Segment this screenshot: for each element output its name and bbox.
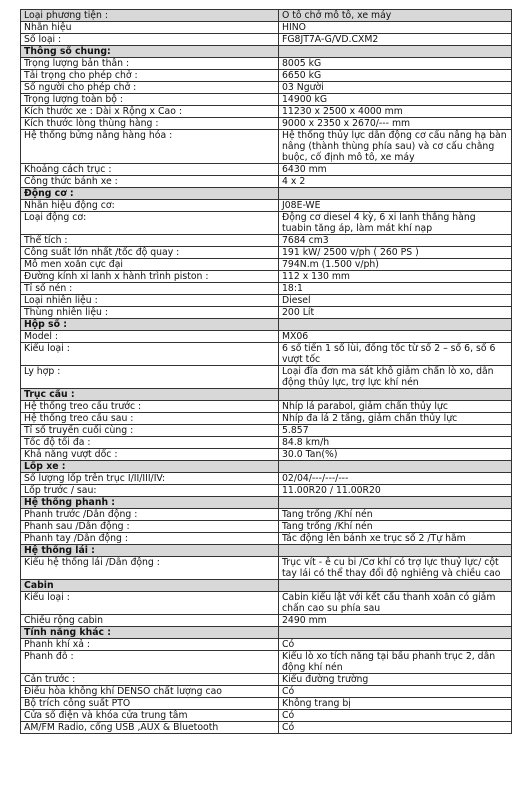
spec-label: Cửa số điện và khóa cửa trung tâm [21, 710, 279, 722]
spec-row [21, 473, 512, 485]
spec-value: 200 Lít [279, 307, 512, 319]
spec-value: HINO [279, 22, 512, 34]
spec-value: 6430 mm [279, 164, 512, 176]
section-blank-cell [279, 188, 512, 200]
spec-label: Nhãn hiệu động cơ: [21, 200, 279, 212]
spec-value: Không trang bị [279, 698, 512, 710]
spec-row [21, 343, 512, 366]
spec-value: FG8JT7A-G/VD.CXM2 [279, 34, 512, 46]
section-blank-cell [279, 497, 512, 509]
header-label: Loại phương tiện : [21, 10, 279, 22]
spec-label: Số lượng lốp trên trục I/II/III/IV: [21, 473, 279, 485]
section-title: Thông số chung: [21, 46, 279, 58]
spec-value: Có [279, 686, 512, 698]
header-row [21, 10, 512, 22]
spec-value: 11.00R20 / 11.00R20 [279, 485, 512, 497]
section-blank-cell [279, 627, 512, 639]
spec-value: Có [279, 639, 512, 651]
spec-label: Bộ trích công suất PTO [21, 698, 279, 710]
section-header [21, 188, 512, 200]
spec-value: 18:1 [279, 283, 512, 295]
spec-label: Tải trọng cho phép chở : [21, 70, 279, 82]
spec-value: 14900 kG [279, 94, 512, 106]
spec-label: Thùng nhiên liệu : [21, 307, 279, 319]
spec-label: Kiểu hệ thống lái /Dẫn động : [21, 557, 279, 580]
spec-row [21, 259, 512, 271]
spec-row [21, 615, 512, 627]
spec-label: Công suất lớn nhất /tốc độ quay : [21, 247, 279, 259]
spec-value: 7684 cm3 [279, 235, 512, 247]
spec-label: Phanh tay /Dẫn động : [21, 533, 279, 545]
section-blank-cell [279, 389, 512, 401]
spec-value: Nhíp lá parabol, giảm chấn thủy lực [279, 401, 512, 413]
spec-value: 4 x 2 [279, 176, 512, 188]
spec-row [21, 94, 512, 106]
section-blank-cell [279, 319, 512, 331]
spec-row [21, 533, 512, 545]
section-header [21, 46, 512, 58]
spec-row [21, 307, 512, 319]
spec-value: Kiểu đường trường [279, 674, 512, 686]
spec-row [21, 449, 512, 461]
spec-row [21, 425, 512, 437]
spec-label: Trọng lượng bản thân : [21, 58, 279, 70]
spec-row [21, 70, 512, 82]
spec-row [21, 331, 512, 343]
spec-label: Cản trước : [21, 674, 279, 686]
section-title: Hộp số : [21, 319, 279, 331]
spec-label: Loại động cơ: [21, 212, 279, 235]
spec-label: Đường kính xi lanh x hành trình piston : [21, 271, 279, 283]
spec-row [21, 521, 512, 533]
spec-value: Tang trống /Khí nén [279, 509, 512, 521]
spec-label: Lốp trước / sau: [21, 485, 279, 497]
spec-value: Có [279, 710, 512, 722]
section-header [21, 461, 512, 473]
spec-label: Loại nhiên liệu : [21, 295, 279, 307]
spec-label: Model : [21, 331, 279, 343]
spec-value: 84.8 km/h [279, 437, 512, 449]
spec-row [21, 34, 512, 46]
spec-row [21, 118, 512, 130]
spec-value: 6650 kG [279, 70, 512, 82]
spec-label: Khả năng vượt dốc : [21, 449, 279, 461]
spec-row [21, 82, 512, 94]
section-header [21, 389, 512, 401]
spec-row [21, 164, 512, 176]
spec-row [21, 437, 512, 449]
header-value: Ô tô chở mô tô, xe máy [279, 10, 512, 22]
spec-label: Khoảng cách trục : [21, 164, 279, 176]
spec-value: 5.857 [279, 425, 512, 437]
section-title: Hệ thống lái : [21, 545, 279, 557]
spec-row [21, 710, 512, 722]
spec-row [21, 722, 512, 734]
spec-label: Kích thước lòng thùng hàng : [21, 118, 279, 130]
spec-row [21, 366, 512, 389]
spec-label: Trọng lượng toàn bộ : [21, 94, 279, 106]
spec-row [21, 592, 512, 615]
spec-value: 02/04/---/---/--- [279, 473, 512, 485]
spec-value: Cabin kiểu lật với kết cấu thanh xoắn có giảm chấn cao su phía sau [279, 592, 512, 615]
spec-row [21, 639, 512, 651]
spec-label: AM/FM Radio, cổng USB ,AUX & Bluetooth [21, 722, 279, 734]
spec-row [21, 557, 512, 580]
spec-label: Kiểu loại : [21, 343, 279, 366]
spec-value: 30.0 Tan(%) [279, 449, 512, 461]
spec-row [21, 212, 512, 235]
spec-value: Nhíp đa lá 2 tầng, giảm chấn thủy lực [279, 413, 512, 425]
spec-value: MX06 [279, 331, 512, 343]
spec-label: Phanh khí xả : [21, 639, 279, 651]
spec-label: Tốc độ tối đa : [21, 437, 279, 449]
spec-value: 9000 x 2350 x 2670/--- mm [279, 118, 512, 130]
spec-value: Loại đĩa đơn ma sát khô giảm chấn lò xo, dẫn động thủy lực, trợ lực khí nén [279, 366, 512, 389]
spec-label: Phanh trước /Dẫn động : [21, 509, 279, 521]
section-header [21, 319, 512, 331]
spec-value: 8005 kG [279, 58, 512, 70]
section-header [21, 497, 512, 509]
spec-row [21, 413, 512, 425]
spec-label: Công thức bánh xe : [21, 176, 279, 188]
spec-value: Tang trống /Khí nén [279, 521, 512, 533]
section-blank-cell [279, 580, 512, 592]
spec-value: 794N.m (1.500 v/ph) [279, 259, 512, 271]
spec-label: Chiều rộng cabin [21, 615, 279, 627]
spec-label: Điều hòa không khí DENSO chất lượng cao [21, 686, 279, 698]
spec-sheet [20, 9, 511, 734]
spec-row [21, 176, 512, 188]
spec-value: 11230 x 2500 x 4000 mm [279, 106, 512, 118]
spec-value: Diesel [279, 295, 512, 307]
spec-label: Thể tích : [21, 235, 279, 247]
spec-label: Tỉ số nén : [21, 283, 279, 295]
spec-label: Mô men xoắn cực đại [21, 259, 279, 271]
spec-row [21, 686, 512, 698]
spec-label: Phanh sau /Dẫn động : [21, 521, 279, 533]
spec-row [21, 58, 512, 70]
spec-label: Phanh đỗ : [21, 651, 279, 674]
spec-row [21, 200, 512, 212]
spec-value: Tác động lên bánh xe trục số 2 /Tự hãm [279, 533, 512, 545]
spec-table [20, 9, 512, 734]
section-title: Động cơ : [21, 188, 279, 200]
section-header [21, 580, 512, 592]
section-header [21, 545, 512, 557]
section-blank-cell [279, 545, 512, 557]
spec-label: Số người cho phép chở : [21, 82, 279, 94]
spec-value: 6 số tiến 1 số lùi, đồng tốc từ số 2 – số 6, số 6 vượt tốc [279, 343, 512, 366]
spec-row [21, 698, 512, 710]
spec-label: Số loại : [21, 34, 279, 46]
section-blank-cell [279, 46, 512, 58]
section-header [21, 627, 512, 639]
spec-label: Tỉ số truyền cuối cùng : [21, 425, 279, 437]
spec-row [21, 509, 512, 521]
spec-row [21, 295, 512, 307]
section-title: Trục cầu : [21, 389, 279, 401]
section-blank-cell [279, 461, 512, 473]
spec-row [21, 271, 512, 283]
spec-label: Hệ thống bửng nâng hàng hóa : [21, 130, 279, 164]
spec-value: Trục vít - ê cu bi /Cơ khí có trợ lực thuỷ lực/ cột tay lái có thể thay đổi độ nghiêng và chiều cao [279, 557, 512, 580]
section-title: Hệ thống phanh : [21, 497, 279, 509]
spec-row [21, 247, 512, 259]
spec-label: Ly hợp : [21, 366, 279, 389]
section-title: Cabin [21, 580, 279, 592]
spec-value: 112 x 130 mm [279, 271, 512, 283]
spec-row [21, 674, 512, 686]
spec-value: 2490 mm [279, 615, 512, 627]
spec-row [21, 130, 512, 164]
spec-value: 03 Người [279, 82, 512, 94]
spec-value: Hệ thống thủy lực dẫn động cơ cấu nâng hạ bàn nâng (thành thùng phía sau) và cơ cấu chằng buộc, cố định mô tô, xe máy [279, 130, 512, 164]
spec-label: Hệ thống treo cầu trước : [21, 401, 279, 413]
spec-value: Động cơ diesel 4 kỳ, 6 xi lanh thẳng hàng tuabin tăng áp, làm mát khí nạp [279, 212, 512, 235]
spec-row [21, 235, 512, 247]
spec-row [21, 106, 512, 118]
spec-label: Kiểu loại : [21, 592, 279, 615]
spec-value: J08E-WE [279, 200, 512, 212]
spec-row [21, 283, 512, 295]
spec-row [21, 401, 512, 413]
spec-label: Kích thước xe : Dài x Rộng x Cao : [21, 106, 279, 118]
spec-row [21, 651, 512, 674]
section-title: Tính năng khác : [21, 627, 279, 639]
section-title: Lốp xe : [21, 461, 279, 473]
spec-value: 191 kW/ 2500 v/ph ( 260 PS ) [279, 247, 512, 259]
spec-value: Có [279, 722, 512, 734]
spec-value: Kiểu lò xo tích năng tại bầu phanh trục 2, dẫn động khí nén [279, 651, 512, 674]
spec-label: Hệ thống treo cầu sau : [21, 413, 279, 425]
spec-label: Nhãn hiệu [21, 22, 279, 34]
spec-row [21, 485, 512, 497]
spec-row [21, 22, 512, 34]
